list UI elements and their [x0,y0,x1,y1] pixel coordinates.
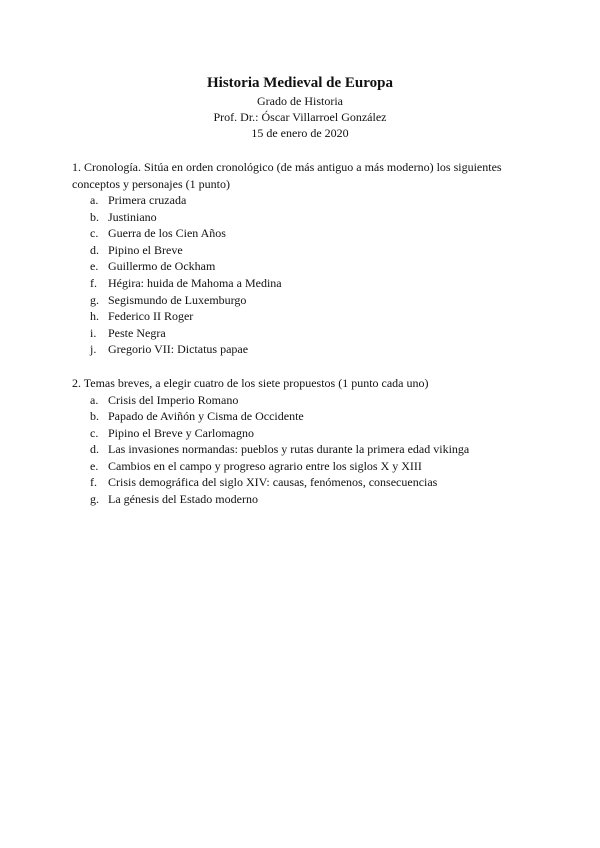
list-item [72,491,542,508]
list-item-text: Guillermo de Ockham [108,259,216,274]
list-item [72,425,542,442]
list-item-text: Justiniano [108,209,157,224]
list-item [72,292,542,309]
list-item-text: Peste Negra [108,325,166,340]
list-marker: a. [90,193,99,207]
list-item [72,209,542,226]
list-item [72,341,542,358]
list-item-text: Las invasiones normandas: pueblos y rutas durante la primera edad vikinga [108,442,470,457]
question-2: 2. Temas breves, a elegir cuatro de los siete propuestos (1 punto cada uno) [72,376,429,390]
list-marker: d. [90,242,99,257]
list-item [72,192,542,209]
list-item-text: La génesis del Estado moderno [108,492,258,507]
list-item-text: Pipino el Breve [108,242,183,257]
list-item-text: Crisis del Imperio Romano [108,392,239,407]
list-marker: e. [90,259,99,274]
list-marker: a. [90,392,99,407]
list-marker: b. [90,209,99,224]
list-item [72,258,542,275]
exam-title: Historia Medieval de Europa [207,75,393,91]
exam-header [0,74,600,141]
degree-name: Grado de Historia [257,94,343,108]
list-item [72,308,542,325]
topics-list [72,392,542,508]
list-item-text: Primera cruzada [108,193,187,207]
list-item [72,242,542,259]
list-item-text: Gregorio VII: Dictatus papae [108,342,249,357]
list-marker: c. [90,425,99,440]
list-item [72,474,542,491]
list-item [72,275,542,292]
list-item-text: Papado de Aviñón y Cisma de Occidente [108,409,304,424]
list-item-text: Federico II Roger [108,309,194,324]
section-chronology [72,159,542,358]
list-item-text: Hégira: huida de Mahoma a Medina [108,275,282,290]
list-item [72,441,542,458]
list-marker: g. [90,492,99,507]
list-item-text: Crisis demográfica del siglo XIV: causas, fenómenos, consecuencias [108,475,438,490]
list-item [72,392,542,409]
exam-date: 15 de enero de 2020 [251,126,349,140]
list-item-text: Pipino el Breve y Carlomagno [108,425,254,440]
list-marker: f. [90,475,97,490]
list-item [72,225,542,242]
list-marker: h. [90,309,99,324]
professor-name: Prof. Dr.: Óscar Villarroel González [213,110,387,124]
list-item [72,458,542,475]
question-1: 1. Cronología. Sitúa en orden cronológico (de más antiguo a más moderno) los siguientes conceptos y personajes (1 punto) [72,160,502,191]
list-marker: d. [90,442,99,457]
list-item-text: Guerra de los Cien Años [108,226,226,241]
section-short-topics [72,375,542,508]
list-marker: f. [90,275,97,290]
list-item-text: Cambios en el campo y progreso agrario entre los siglos X y XIII [108,458,422,473]
list-item [72,325,542,342]
list-marker: b. [90,409,99,424]
chronology-list [72,192,542,358]
list-item [72,408,542,425]
list-marker: j. [90,342,97,357]
list-marker: c. [90,226,99,241]
list-marker: i. [90,325,97,340]
list-item-text: Segismundo de Luxemburgo [108,292,247,307]
list-marker: e. [90,458,99,473]
list-marker: g. [90,292,99,307]
